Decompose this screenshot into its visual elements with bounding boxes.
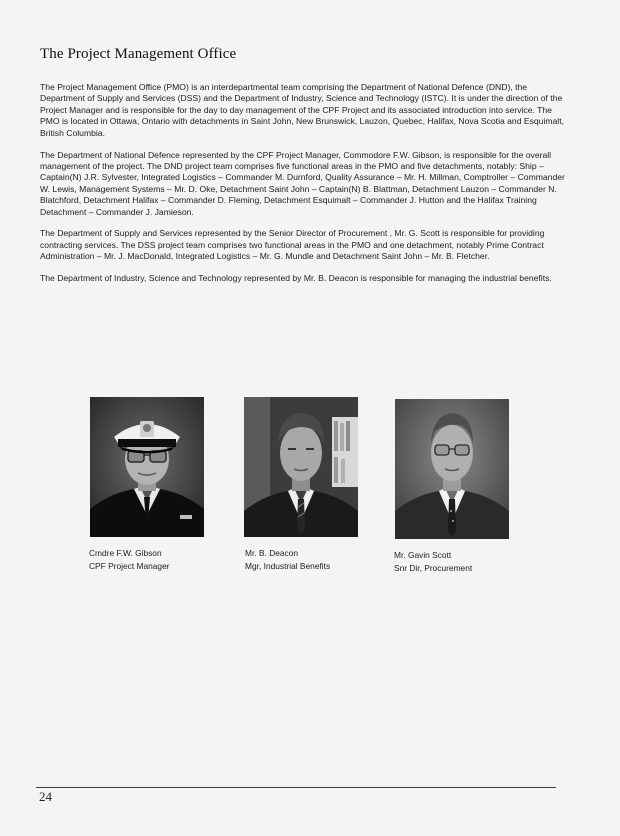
paragraph-pmo: The Project Management Office (PMO) is an interdepartmental team comprising the Department of National Defence (DND), the Department of Supply and Services (DSS) and the Department of Industry, Science and Technology (ISTC). It is under the direction of the Project Manager and is responsible for the day to day management of the CPF Project and its associated introduction into service. The PMO is located in Ottawa, Ontario with detachments in Saint John, New Brunswick, Lauzon, Quebec, Halifax, Nova Scotia and Esquimalt, British Columbia. <box>40 82 564 138</box>
caption-gibson-role: CPF Project Manager <box>89 560 170 571</box>
portrait-photo-deacon <box>244 397 358 537</box>
caption-gibson-name: Cmdre F.W. Gibson <box>89 548 162 558</box>
caption-gibson <box>89 547 239 572</box>
caption-deacon <box>245 547 395 572</box>
portrait-deacon-image <box>244 397 358 537</box>
paragraph-dnd: The Department of National Defence represented by the CPF Project Manager, Commodore F.W. Gibson, is responsible for the overall management of the project. The DND project team comprises five functional areas in the PMO and five detachments, notably: Ship – Captain(N) J.R. Sylvester, Integrated Logistics – Commander M. Durnford, Quality Assurance – Mr. H. Millman, Comptroller – Commander W. Lewis, Management Systems – Mr. D. Oke, Detachment Saint John – Captain(N) B. Blattman, Detachment Lauzon – Commander N. Blatchford, Detachment Halifax – Commander D. Fleming, Detachment Esquimalt – Commander J. Hutton and the Halifax Training Detachment – Commander J. Jamieson. <box>40 149 565 217</box>
page-title: The Project Management Office <box>40 46 237 62</box>
caption-scott-role: Snr Dir, Procurement <box>394 562 473 573</box>
portrait-gibson-image <box>90 397 204 537</box>
page-number: 24 <box>39 789 52 804</box>
caption-scott-name: Mr. Gavin Scott <box>394 550 452 560</box>
caption-deacon-name: Mr. B. Deacon <box>245 548 299 558</box>
footer-rule <box>36 787 556 788</box>
paragraph-istc: The Department of Industry, Science and Technology represented by Mr. B. Deacon is responsible for managing the industrial benefits. <box>40 273 552 284</box>
paragraph-dss: The Department of Supply and Services represented by the Senior Director of Procurement , Mr. G. Scott is responsible for providing contracting services. The DSS project team comprises two functional areas in the PMO and one detachment, notably Prime Contract Administration – Mr. J. MacDonald, Integrated Logistics – Mr. G. Mundle and Detachment Saint John – Mr. B. Fletcher. <box>40 228 545 262</box>
portrait-photo-scott <box>395 399 509 539</box>
portrait-scott-image <box>395 399 509 539</box>
portrait-photo-gibson <box>90 397 204 537</box>
body-text <box>40 82 568 295</box>
caption-scott <box>394 549 544 574</box>
caption-deacon-role: Mgr, Industrial Benefits <box>245 560 331 571</box>
